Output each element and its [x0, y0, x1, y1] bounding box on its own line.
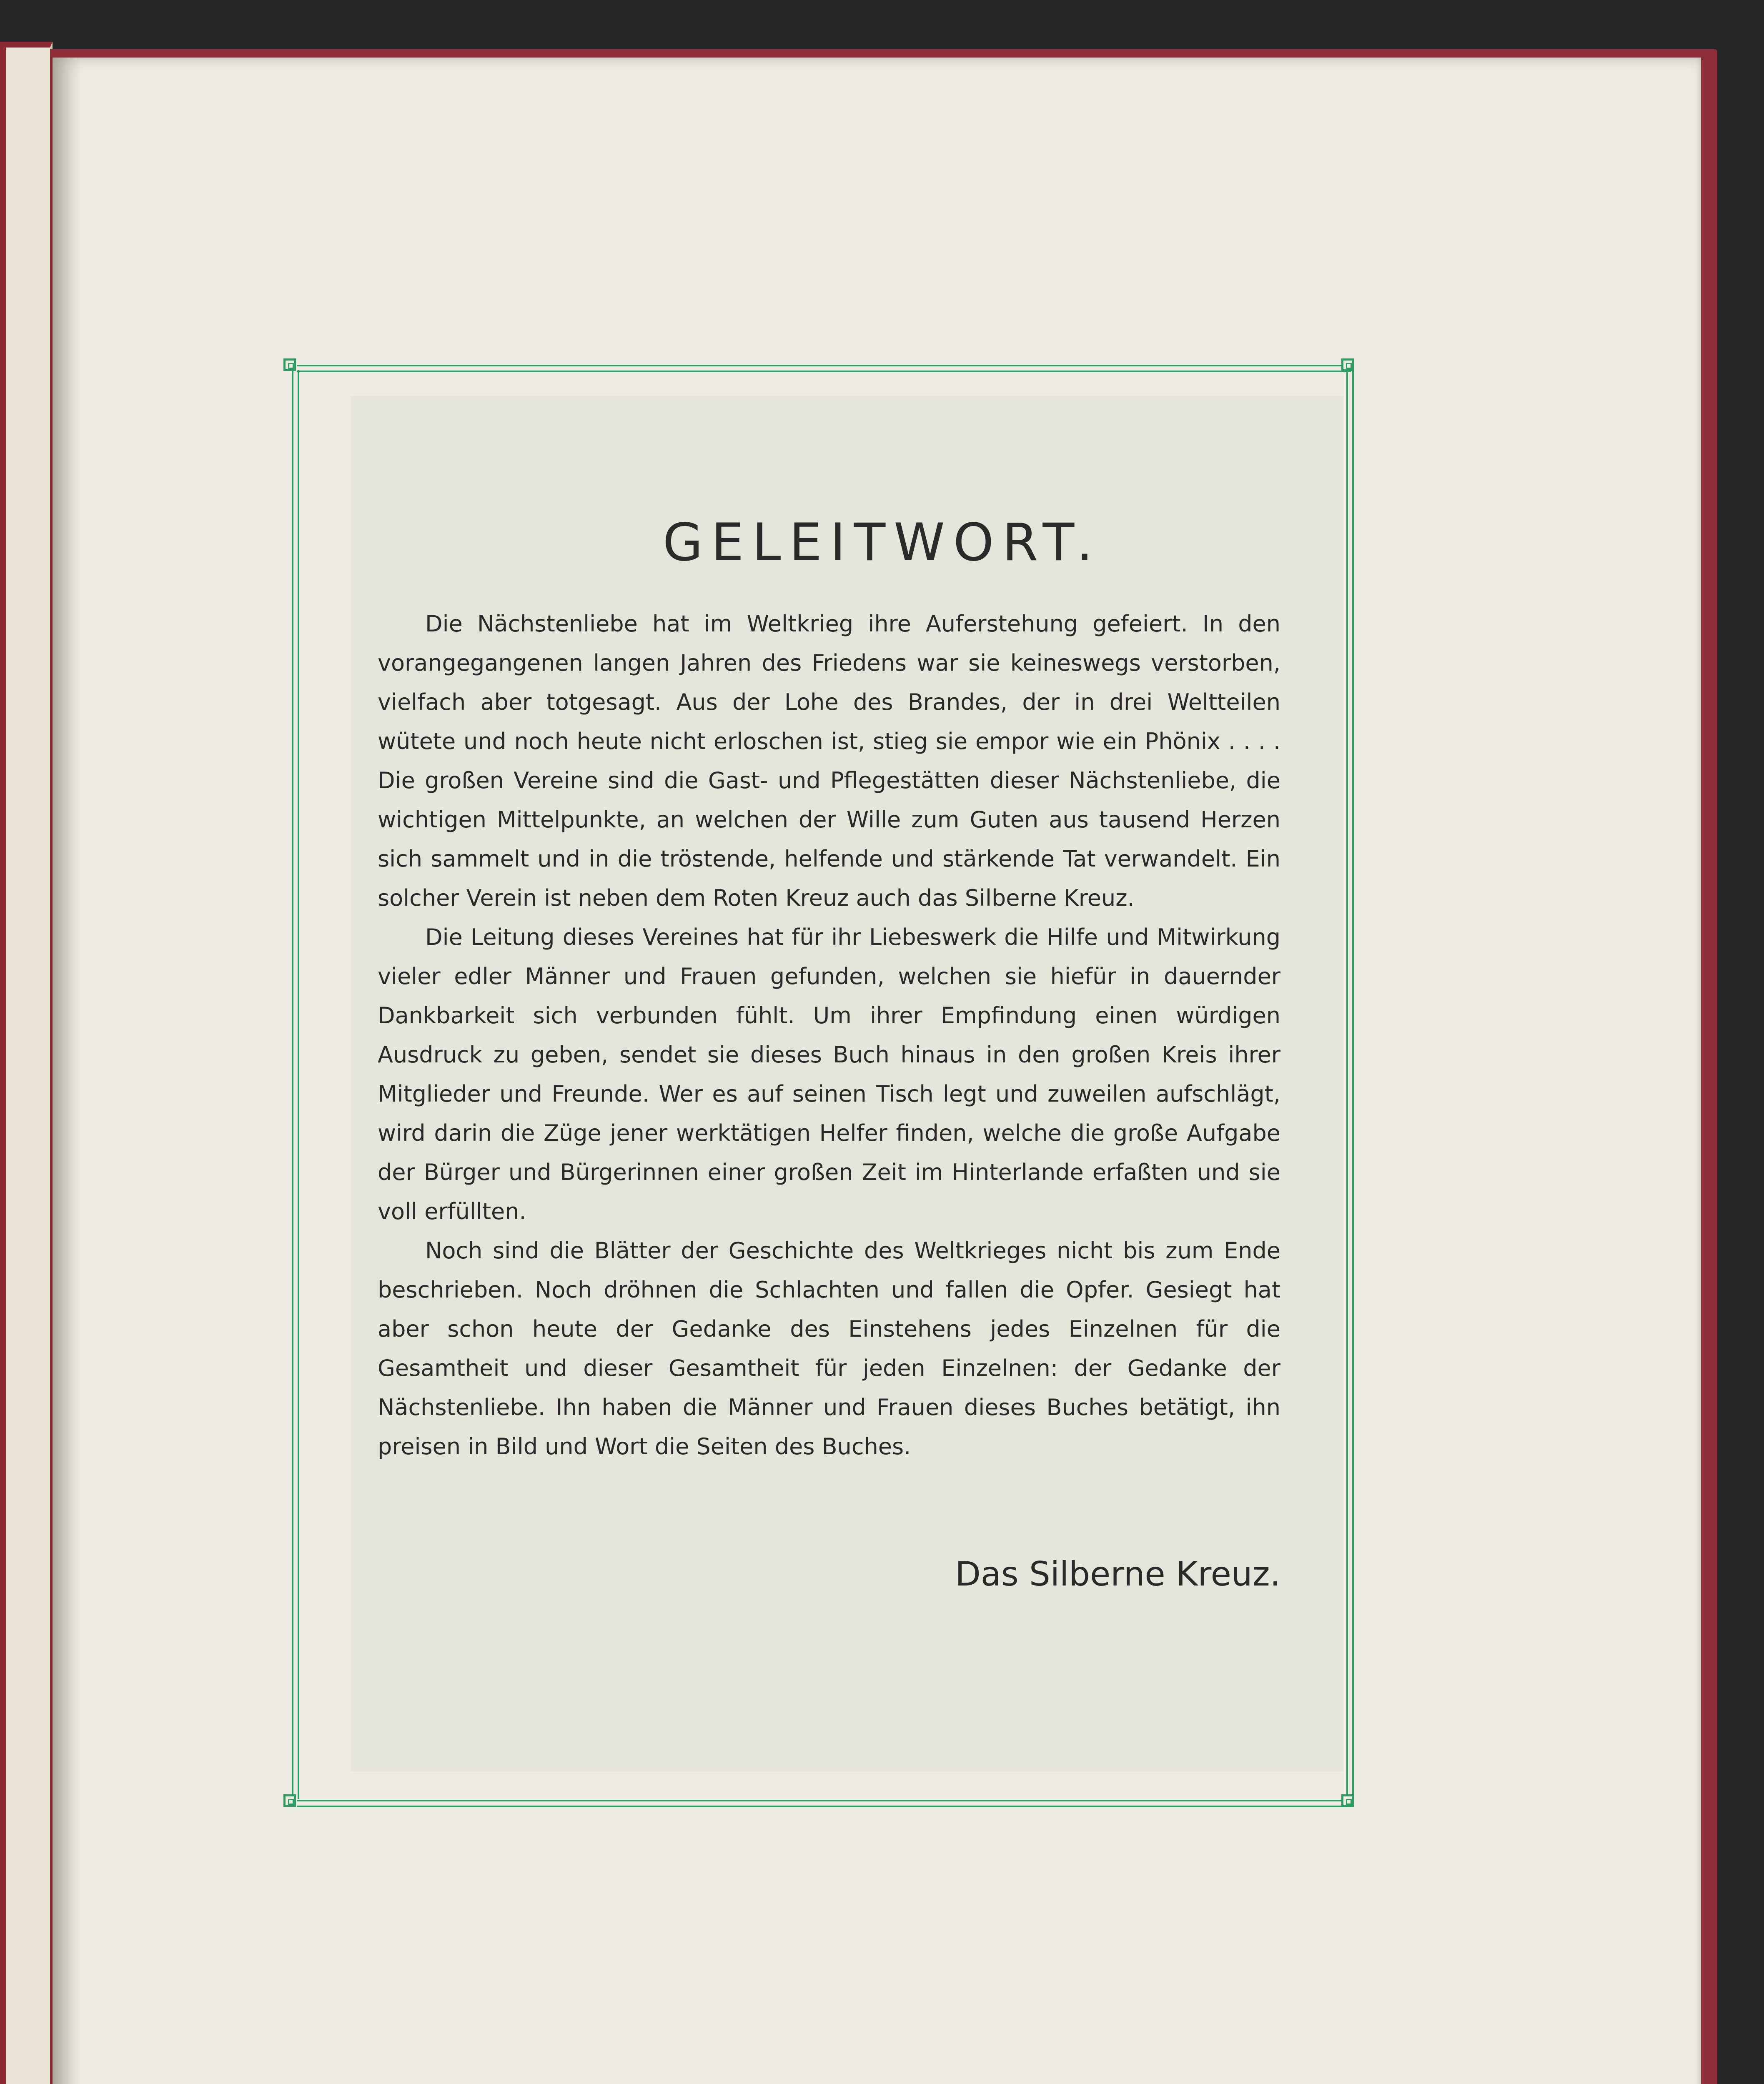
- paragraph: Die Leitung dieses Vereines hat für ihr Liebeswerk die Hilfe und Mitwirkung vieler edler Männer und Frauen gefunden, welchen sie hiefür in dauernder Dankbarkeit sich verbunden fühlt. Um ihrer Empfindung einen würdigen Ausdruck zu geben, sendet sie dieses Buch hinaus in den großen Kreis ihrer Mitglieder und Freunde. Wer es auf seinen Tisch legt und zuweilen aufschlägt, wird darin die Züge jener werktätigen Helfer finden, welche die große Aufgabe der Bürger und Bürgerinnen einer großen Zeit im Hinterlande erfaßten und sie voll erfüllten.: [378, 924, 1280, 1225]
- frame-bottom-rule: [297, 1800, 1351, 1807]
- frame-corner-ornament: [1341, 358, 1354, 371]
- signature: Das Silberne Kreuz.: [955, 1555, 1280, 1593]
- frame-left-rule: [292, 370, 299, 1799]
- frame-corner-ornament: [283, 358, 296, 371]
- body-text: [378, 604, 1280, 1466]
- paragraph: Die Nächstenliebe hat im Weltkrieg ihre Auferstehung gefeiert. In den vorangegangenen langen Jahren des Friedens war sie keineswegs verstorben, vielfach aber totgesagt. Aus der Lohe des Brandes, der in drei Weltteilen wütete und noch heute nicht erloschen ist, stieg sie empor wie ein Phönix . . . . Die großen Vereine sind die Gast- und Pflegestätten dieser Nächstenliebe, die wichtigen Mittelpunkte, an welchen der Wille zum Guten aus tausend Herzen sich sammelt und in die tröstende, helfende und stärkende Tat verwandelt. Ein solcher Verein ist neben dem Roten Kreuz auch das Silberne Kreuz.: [378, 611, 1280, 911]
- gutter-shadow: [53, 58, 82, 2084]
- frame-corner-ornament: [283, 1794, 296, 1807]
- paragraph: Noch sind die Blätter der Geschichte des Weltkrieges nicht bis zum Ende beschrieben. Noch dröhnen die Schlachten und fallen die Opfer. Gesiegt hat aber schon heute der Gedanke des Einstehens jedes Einzelnen für die Gesamtheit und dieser Gesamtheit für jeden Einzelnen: der Gedanke der Nächstenliebe. Ihn haben die Männer und Frauen dieses Buches betätigt, ihn preisen in Bild und Wort die Seiten des Buches.: [378, 1237, 1280, 1460]
- frame-top-rule: [297, 365, 1351, 372]
- frame-corner-ornament: [1341, 1794, 1354, 1807]
- facing-cover-edge: [0, 42, 6, 2084]
- facing-page-edge: [0, 42, 53, 2084]
- frame-right-rule: [1346, 370, 1354, 1799]
- page-title: GELEITWORT.: [663, 513, 1101, 573]
